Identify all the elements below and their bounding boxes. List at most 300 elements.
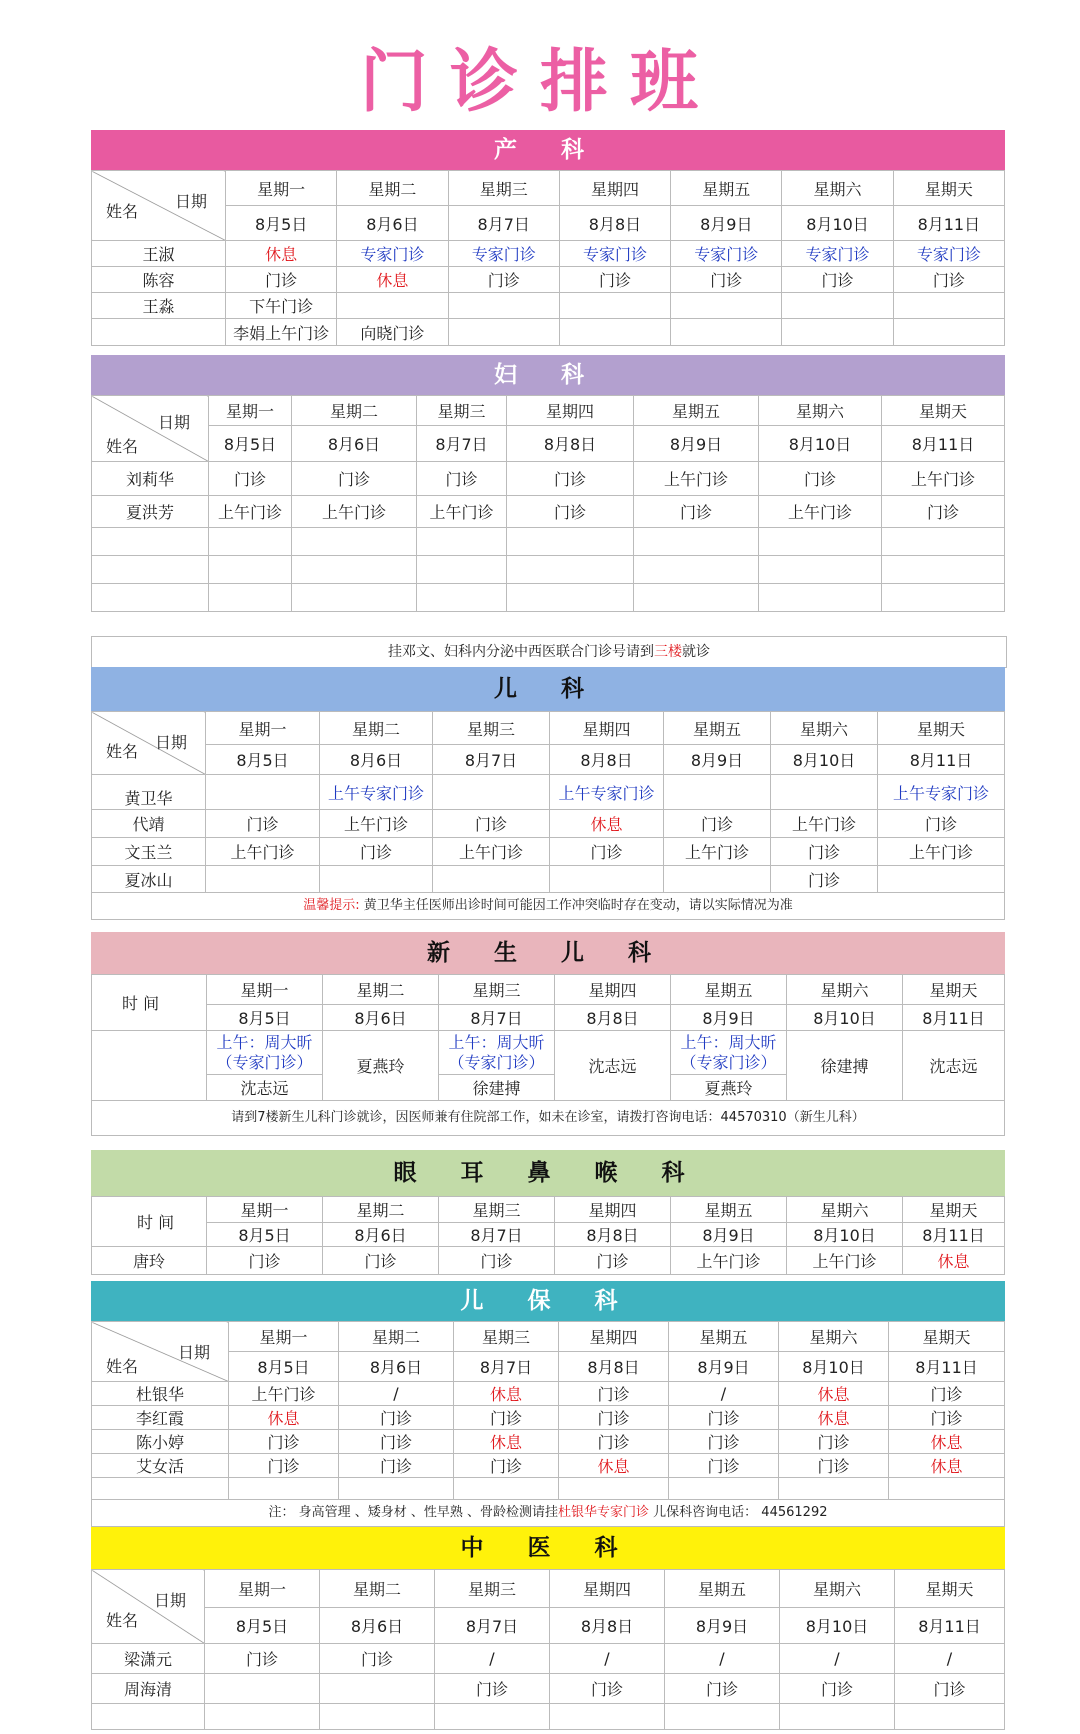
date-header: 8月10日 [780,1608,895,1644]
schedule-cell: 门诊 [889,1382,1005,1406]
table-row [92,1031,1005,1075]
table-row [92,319,1005,346]
day-header: 星期二 [320,712,433,745]
schedule-cell: 专家门诊 [337,241,448,267]
day-header: 星期六 [787,1197,903,1223]
schedule-cell: 门诊 [559,1430,669,1454]
schedule-cell: 上午门诊 [206,838,320,866]
doctor-name: 艾女活 [92,1454,229,1478]
day-header: 星期五 [671,171,782,206]
doctor-name: 王淼 [92,293,226,319]
schedule-cell [206,775,320,810]
day-header: 星期二 [320,1570,435,1608]
date-header: 8月9日 [664,745,771,775]
schedule-cell: 休息 [559,1454,669,1478]
doctor-name: 梁潇元 [92,1644,205,1674]
schedule-cell: / [780,1644,895,1674]
schedule-cell: 门诊 [759,462,882,496]
child-care-note: 注： 身高管理 、矮身材 、性早熟 、骨龄检测请挂杜银华专家门诊 儿保科咨询电话： 44561292 [91,1500,1005,1527]
table-row [92,584,1005,612]
gynecology-section [91,355,1005,612]
neonatal-table [91,974,1005,1101]
name-label: 姓名 [106,437,139,456]
schedule-cell: 夏燕玲 [671,1075,787,1101]
schedule-cell: 上午专家门诊 [878,775,1005,810]
date-header: 8月8日 [555,1223,671,1247]
gynecology-note: 挂邓文、妇科内分泌中西医联合门诊号请到三楼就诊 [91,636,1007,668]
schedule-cell: 休息 [226,241,337,267]
date-header: 8月10日 [759,426,882,462]
schedule-cell: 专家门诊 [448,241,559,267]
schedule-cell: 专家门诊 [671,241,782,267]
schedule-cell: 上午门诊 [878,838,1005,866]
tcm-table [91,1569,1005,1730]
date-header: 8月7日 [417,426,507,462]
schedule-cell: 休息 [779,1406,889,1430]
day-header: 星期六 [780,1570,895,1608]
schedule-cell: 上午门诊 [759,496,882,528]
schedule-cell: 门诊 [771,838,878,866]
date-header: 8月11日 [882,426,1005,462]
schedule-cell: 门诊 [555,1247,671,1275]
schedule-cell [559,293,670,319]
schedule-cell: 门诊 [439,1247,555,1275]
schedule-cell: 门诊 [550,838,664,866]
schedule-cell [664,866,771,893]
date-header: 8月9日 [634,426,759,462]
date-header: 8月9日 [671,206,782,241]
schedule-cell: 门诊 [320,1644,435,1674]
name-label: 姓名 [106,742,139,761]
date-label: 日期 [153,1591,186,1610]
day-header: 星期天 [889,1322,1005,1352]
gynecology-table [91,395,1005,612]
table-row [92,556,1005,584]
day-header: 星期三 [454,1322,559,1352]
schedule-cell: 上午：周大昕 （专家门诊） [671,1031,787,1075]
schedule-cell: 门诊 [878,810,1005,838]
schedule-cell: / [895,1644,1005,1674]
day-header: 星期六 [759,396,882,426]
table-row [92,1382,1005,1406]
schedule-cell: 上午门诊 [787,1247,903,1275]
doctor-name [92,319,226,346]
schedule-cell: 门诊 [665,1674,780,1704]
schedule-cell: 上午专家门诊 [320,775,433,810]
schedule-cell: 上午门诊 [229,1382,339,1406]
date-label: 日期 [174,192,207,211]
day-header: 星期一 [206,712,320,745]
schedule-cell: 门诊 [454,1454,559,1478]
schedule-cell [893,319,1004,346]
schedule-cell: / [550,1644,665,1674]
day-header: 星期三 [448,171,559,206]
schedule-cell: 门诊 [559,1406,669,1430]
schedule-cell: 门诊 [895,1674,1005,1704]
pediatrics-section [91,667,1005,920]
schedule-cell: 上午专家门诊 [550,775,664,810]
day-header: 星期六 [779,1322,889,1352]
day-header: 星期二 [337,171,448,206]
schedule-cell: 上午门诊 [433,838,550,866]
schedule-cell: 沈志远 [207,1075,323,1101]
schedule-cell [893,293,1004,319]
day-header: 星期五 [671,1197,787,1223]
table-row [92,1704,1005,1730]
date-header: 8月11日 [903,1005,1005,1031]
doctor-name: 文玉兰 [92,838,206,866]
table-row [92,241,1005,267]
schedule-cell: 门诊 [671,267,782,293]
date-header: 8月8日 [550,745,664,775]
schedule-cell [206,866,320,893]
day-header: 星期一 [205,1570,320,1608]
date-label: 日期 [157,413,190,432]
date-header: 8月6日 [320,1608,435,1644]
date-header: 8月10日 [787,1223,903,1247]
schedule-cell [550,866,664,893]
schedule-cell: 门诊 [634,496,759,528]
table-row [92,1430,1005,1454]
date-header: 8月10日 [782,206,893,241]
schedule-cell: 上午：周大昕 （专家门诊） [207,1031,323,1075]
day-header: 星期五 [664,712,771,745]
schedule-cell [782,319,893,346]
tcm-header: 中 医 科 [91,1527,1005,1569]
day-header: 星期五 [669,1322,779,1352]
schedule-cell: 上午门诊 [671,1247,787,1275]
schedule-cell [559,319,670,346]
doctor-name: 李红霞 [92,1406,229,1430]
gynecology-header: 妇 科 [91,355,1005,395]
day-header: 星期一 [226,171,337,206]
date-header: 8月11日 [895,1608,1005,1644]
day-header: 星期四 [559,1322,669,1352]
day-header: 星期二 [292,396,417,426]
schedule-cell: / [435,1644,550,1674]
date-header: 8月11日 [903,1223,1005,1247]
schedule-cell: 门诊 [669,1454,779,1478]
date-header: 8月7日 [439,1223,555,1247]
schedule-cell: 徐建搏 [787,1031,903,1101]
doctor-name: 周海清 [92,1674,205,1704]
doctor-name: 代靖 [92,810,206,838]
doctor-name: 王淑 [92,241,226,267]
schedule-cell: 门诊 [433,810,550,838]
schedule-cell [205,1674,320,1704]
schedule-cell: 门诊 [559,1382,669,1406]
obstetrics-section [91,130,1005,346]
schedule-cell: 门诊 [669,1406,779,1430]
day-header: 星期三 [439,1197,555,1223]
schedule-cell: 门诊 [209,462,292,496]
schedule-cell: 门诊 [550,1674,665,1704]
schedule-cell: 上午：周大昕 （专家门诊） [439,1031,555,1075]
schedule-cell: 门诊 [207,1247,323,1275]
date-header: 8月9日 [671,1005,787,1031]
schedule-cell: 门诊 [669,1430,779,1454]
date-header: 8月7日 [448,206,559,241]
header-corner [92,712,206,775]
table-row [92,1674,1005,1704]
table-row [92,267,1005,293]
schedule-cell: 休息 [889,1454,1005,1478]
schedule-cell [448,319,559,346]
date-header: 8月7日 [454,1352,559,1382]
schedule-cell: 门诊 [206,810,320,838]
table-row [92,1247,1005,1275]
name-label: 姓名 [106,1357,139,1376]
time-label: 时 间 [92,1197,207,1247]
tcm-section [91,1527,1005,1730]
neonatal-section [91,932,1005,1136]
schedule-cell: 休息 [889,1430,1005,1454]
pediatrics-tip: 温馨提示: 黄卫华主任医师出诊时间可能因工作冲突临时存在变动，请以实际情况为准 [91,893,1005,920]
day-header: 星期二 [323,1197,439,1223]
ent-header: 眼 耳 鼻 喉 科 [91,1150,1005,1196]
table-row [92,1644,1005,1674]
date-header: 8月8日 [507,426,634,462]
doctor-name: 唐玲 [92,1247,207,1275]
day-header: 星期四 [559,171,670,206]
day-header: 星期一 [209,396,292,426]
day-header: 星期天 [895,1570,1005,1608]
schedule-cell: 门诊 [226,267,337,293]
schedule-cell: 门诊 [782,267,893,293]
table-row [92,293,1005,319]
date-label: 日期 [177,1343,210,1362]
date-header: 8月7日 [439,1005,555,1031]
date-header: 8月7日 [433,745,550,775]
schedule-cell: 徐建搏 [439,1075,555,1101]
table-row [92,866,1005,893]
schedule-cell: 休息 [550,810,664,838]
schedule-cell [782,293,893,319]
doctor-name: 刘莉华 [92,462,209,496]
table-row [92,775,1005,810]
day-header: 星期六 [782,171,893,206]
schedule-cell: 上午门诊 [771,810,878,838]
day-header: 星期一 [207,975,323,1005]
day-header: 星期四 [555,975,671,1005]
page-title: 门诊排班 [359,43,720,122]
day-header: 星期天 [903,1197,1005,1223]
schedule-cell: 夏燕玲 [323,1031,439,1101]
date-header: 8月5日 [209,426,292,462]
day-header: 星期二 [323,975,439,1005]
day-header: 星期五 [634,396,759,426]
schedule-cell: 休息 [454,1430,559,1454]
date-header: 8月5日 [207,1005,323,1031]
schedule-cell: 门诊 [229,1454,339,1478]
schedule-cell [771,775,878,810]
obstetrics-header: 产 科 [91,130,1005,170]
doctor-name: 陈容 [92,267,226,293]
date-header: 8月5日 [226,206,337,241]
schedule-cell: 门诊 [435,1674,550,1704]
schedule-cell: 门诊 [779,1454,889,1478]
day-header: 星期天 [882,396,1005,426]
table-row [92,462,1005,496]
schedule-cell: 专家门诊 [559,241,670,267]
schedule-cell: 向晓门诊 [337,319,448,346]
date-header: 8月8日 [559,1352,669,1382]
day-header: 星期三 [433,712,550,745]
schedule-cell: 休息 [779,1382,889,1406]
schedule-cell [433,775,550,810]
date-header: 8月11日 [893,206,1004,241]
schedule-cell: 门诊 [664,810,771,838]
day-header: 星期一 [229,1322,339,1352]
date-header: 8月5日 [206,745,320,775]
date-header: 8月6日 [320,745,433,775]
schedule-cell: 专家门诊 [893,241,1004,267]
schedule-cell: 上午门诊 [320,810,433,838]
schedule-cell: 休息 [454,1382,559,1406]
day-header: 星期三 [435,1570,550,1608]
neonatal-note: 请到7楼新生儿科门诊就诊，因医师兼有住院部工作，如未在诊室，请拨打咨询电话：44570310（新生儿科） [91,1101,1005,1136]
date-header: 8月5日 [205,1608,320,1644]
schedule-cell: 门诊 [339,1430,454,1454]
schedule-cell: 门诊 [448,267,559,293]
doctor-name: 杜银华 [92,1382,229,1406]
day-header: 星期五 [671,975,787,1005]
child-care-table [91,1321,1005,1500]
schedule-cell [448,293,559,319]
day-header: 星期四 [555,1197,671,1223]
table-row [92,528,1005,556]
schedule-cell: 上午门诊 [292,496,417,528]
date-header: 8月9日 [669,1352,779,1382]
header-corner [92,1322,229,1382]
date-header: 8月5日 [207,1223,323,1247]
table-row [92,838,1005,866]
doctor-name: 夏洪芳 [92,496,209,528]
schedule-cell: 门诊 [893,267,1004,293]
date-label: 日期 [154,733,187,752]
date-header: 8月7日 [435,1608,550,1644]
day-header: 星期天 [893,171,1004,206]
schedule-cell: 门诊 [323,1247,439,1275]
ent-table [91,1196,1005,1275]
date-header: 8月11日 [889,1352,1005,1382]
name-label: 姓名 [106,1611,139,1630]
doctor-name: 陈小婷 [92,1430,229,1454]
date-header: 8月6日 [337,206,448,241]
date-header: 8月6日 [323,1223,439,1247]
schedule-cell: 门诊 [339,1406,454,1430]
schedule-cell: 上午门诊 [209,496,292,528]
schedule-cell: 专家门诊 [782,241,893,267]
table-row [92,496,1005,528]
day-header: 星期天 [903,975,1005,1005]
doctor-name: 黄卫华 [92,775,206,810]
neonatal-header: 新 生 儿 科 [91,932,1005,974]
header-corner [92,1570,205,1644]
schedule-cell: / [669,1382,779,1406]
schedule-cell: 门诊 [229,1430,339,1454]
schedule-cell: 门诊 [292,462,417,496]
doctor-name: 夏冰山 [92,866,206,893]
schedule-cell: 休息 [229,1406,339,1430]
date-header: 8月6日 [292,426,417,462]
header-corner [92,396,209,462]
schedule-cell: 上午门诊 [882,462,1005,496]
day-header: 星期三 [417,396,507,426]
date-header: 8月9日 [665,1608,780,1644]
name-label: 姓名 [106,202,139,221]
day-header: 星期一 [207,1197,323,1223]
child-care-header: 儿 保 科 [91,1281,1005,1321]
day-header: 星期四 [550,712,664,745]
date-header: 8月8日 [555,1005,671,1031]
time-label: 时 间 [92,975,207,1031]
day-header: 星期四 [507,396,634,426]
table-row [92,810,1005,838]
schedule-cell: / [665,1644,780,1674]
date-header: 8月10日 [787,1005,903,1031]
pediatrics-table [91,711,1005,893]
table-row [92,1454,1005,1478]
schedule-cell: 门诊 [507,496,634,528]
schedule-cell: 沈志远 [555,1031,671,1101]
header-corner [92,171,226,241]
schedule-cell: 门诊 [771,866,878,893]
schedule-cell: 门诊 [507,462,634,496]
day-header: 星期二 [339,1322,454,1352]
schedule-cell [320,1674,435,1704]
obstetrics-table [91,170,1005,346]
day-header: 星期天 [878,712,1005,745]
day-header: 星期五 [665,1570,780,1608]
child-care-section [91,1281,1005,1527]
date-header: 8月10日 [779,1352,889,1382]
table-row [92,1406,1005,1430]
schedule-cell: 门诊 [882,496,1005,528]
schedule-cell: 门诊 [417,462,507,496]
schedule-cell [320,866,433,893]
table-row [92,1478,1005,1500]
schedule-cell: 沈志远 [903,1031,1005,1101]
schedule-cell: 上午门诊 [634,462,759,496]
schedule-cell: 下午门诊 [226,293,337,319]
day-header: 星期六 [771,712,878,745]
schedule-cell: 门诊 [339,1454,454,1478]
pediatrics-header: 儿 科 [91,667,1005,711]
schedule-cell: / [339,1382,454,1406]
schedule-cell: 上午门诊 [664,838,771,866]
date-header: 8月6日 [323,1005,439,1031]
schedule-cell: 门诊 [559,267,670,293]
date-header: 8月9日 [671,1223,787,1247]
day-header: 星期六 [787,975,903,1005]
schedule-cell [878,866,1005,893]
date-header: 8月11日 [878,745,1005,775]
schedule-cell: 李娟上午门诊 [226,319,337,346]
schedule-cell [433,866,550,893]
schedule-cell: 休息 [337,267,448,293]
schedule-cell [337,293,448,319]
date-header: 8月5日 [229,1352,339,1382]
date-header: 8月6日 [339,1352,454,1382]
schedule-cell [671,319,782,346]
date-header: 8月8日 [550,1608,665,1644]
schedule-cell [664,775,771,810]
schedule-cell: 门诊 [454,1406,559,1430]
date-header: 8月10日 [771,745,878,775]
schedule-cell: 上午门诊 [417,496,507,528]
schedule-cell: 门诊 [320,838,433,866]
